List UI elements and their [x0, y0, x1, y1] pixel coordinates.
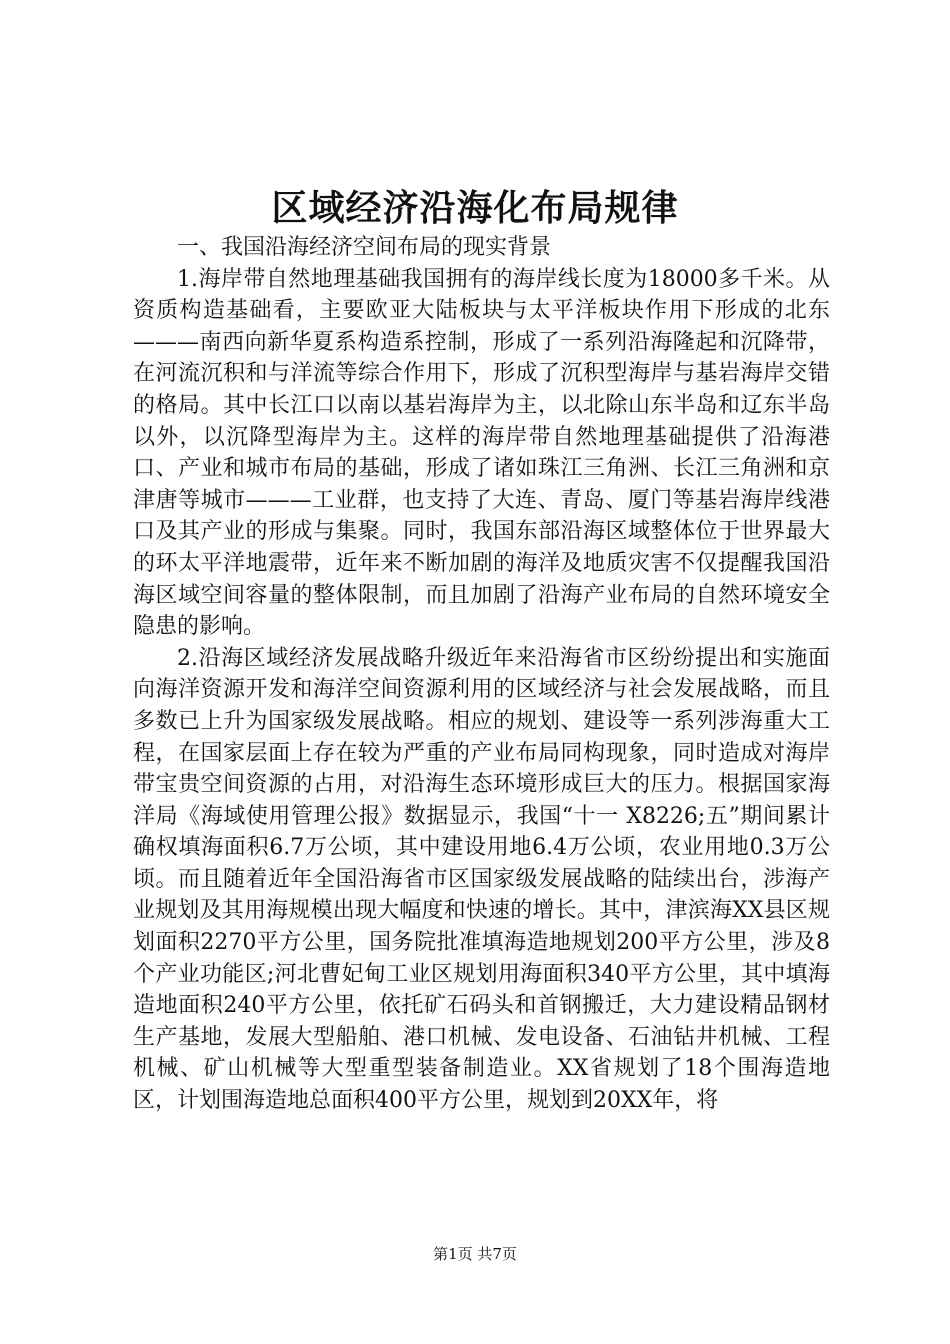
paragraph-development-strategy: 2.沿海区域经济发展战略升级近年来沿海省市区纷纷提出和实施面向海洋资源开发和海洋空间资源利用的区域经济与社会发展战略，而且多数已上升为国家级发展战略。相应的规划、建设等一系列涉海重大工程，在国家层面上存在较为严重的产业布局同构现象，同时造成对海岸带宝贵空间资源的占用，对沿海生态环境形成巨大的压力。根据国家海洋局《海域使用管理公报》数据显示，我国“十一 X8226;五”期间累计确权填海面积6.7万公顷，其中建设用地6.4万公顷，农业用地0.3万公顷。而且随着近年全国沿海省市区国家级发展战略的陆续出台，涉海产业规划及其用海规模出现大幅度和快速的增长。其中，津滨海XX县区规划面积2270平方公里，国务院批准填海造地规划200平方公里，涉及8个产业功能区;河北曹妃甸工业区规划用海面积340平方公里，其中填海造地面积240平方公里，依托矿石码头和首钢搬迁，大力建设精品钢材生产基地，发展大型船舶、港口机械、发电设备、石油钻井机械、工程机械、矿山机械等大型重型装备制造业。XX省规划了18个围海造地区，计划围海造地总面积400平方公里，规划到20XX年，将 [133, 645, 830, 1114]
document-title: 区域经济沿海化布局规律 [271, 187, 679, 229]
page-footer: 第1页 共7页 [433, 1245, 517, 1263]
document-body [133, 232, 830, 1117]
paragraph-coastal-geography: 1.海岸带自然地理基础我国拥有的海岸线长度为18000多千米。从资质构造基础看，主要欧亚大陆板块与太平洋板块作用下形成的北东———南西向新华夏系构造系控制，形成了一系列沿海隆起和沉降带，在河流沉积和与洋流等综合作用下，形成了沉积型海岸与基岩海岸交错的格局。其中长江口以南以基岩海岸为主，以北除山东半岛和辽东半岛以外，以沉降型海岸为主。这样的海岸带自然地理基础提供了沿海港口、产业和城市布局的基础，形成了诸如珠江三角洲、长江三角洲和京津唐等城市———工业群，也支持了大连、青岛、厦门等基岩海岸线港口及其产业的形成与集聚。同时，我国东部沿海区域整体位于世界最大的环太平洋地震带，近年来不断加剧的海洋及地质灾害不仅提醒我国沿海区域空间容量的整体限制，而且加剧了沿海产业布局的自然环境安全隐患的影响。 [133, 266, 830, 640]
section-heading: 一、我国沿海经济空间布局的现实背景 [177, 235, 552, 260]
